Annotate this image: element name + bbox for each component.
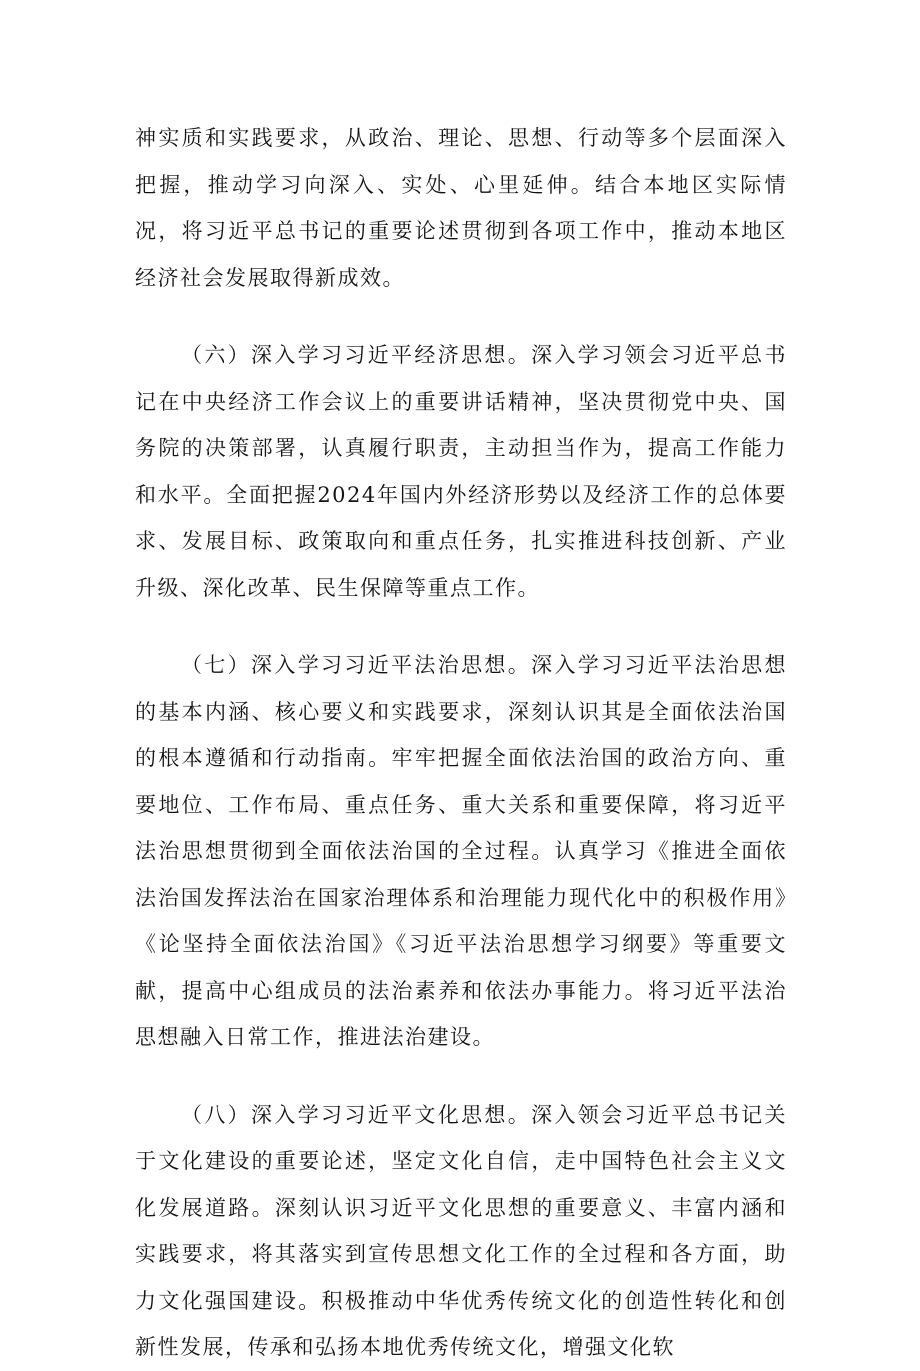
paragraph-culture-thought: （八）深入学习习近平文化思想。深入领会习近平总书记关于文化建设的重要论述，坚定文化自信，走中国特色社会主义文化发展道路。深刻认识习近平文化思想的重要意义、丰富内涵和实践要求，将其落实到宣传思想文化工作的全过程和各方面，助力文化强国建设。积极推动中华优秀传统文化的创造性转化和创新性发展，传承和弘扬本地优秀传统文化，增强文化软 (135, 1102, 787, 1359)
paragraph-economic-thought: （六）深入学习习近平经济思想。深入学习领会习近平总书记在中央经济工作会议上的重要讲话精神，坚决贯彻党中央、国务院的决策部署，认真履行职责，主动担当作为，提高工作能力和水平。全面把握2024年国内外经济形势以及经济工作的总体要求、发展目标、政策取向和重点任务，扎实推进科技创新、产业升级、深化改革、民生保障等重点工作。 (135, 343, 787, 600)
paragraph-continuation: 神实质和实践要求，从政治、理论、思想、行动等多个层面深入把握，推动学习向深入、实处、心里延伸。结合本地区实际情况，将习近平总书记的重要论述贯彻到各项工作中，推动本地区经济社会发展取得新成效。 (135, 126, 787, 290)
paragraph-rule-of-law-thought: （七）深入学习习近平法治思想。深入学习习近平法治思想的基本内涵、核心要义和实践要求，深刻认识其是全面依法治国的根本遵循和行动指南。牢牢把握全面依法治国的政治方向、重要地位、工作布局、重点任务、重大关系和重要保障，将习近平法治思想贯彻到全面依法治国的全过程。认真学习《推进全面依法治国发挥法治在国家治理体系和治理能力现代化中的积极作用》《论坚持全面依法治国》《习近平法治思想学习纲要》等重要文献，提高中心组成员的法治素养和依法办事能力。将习近平法治思想融入日常工作，推进法治建设。 (135, 653, 787, 1049)
